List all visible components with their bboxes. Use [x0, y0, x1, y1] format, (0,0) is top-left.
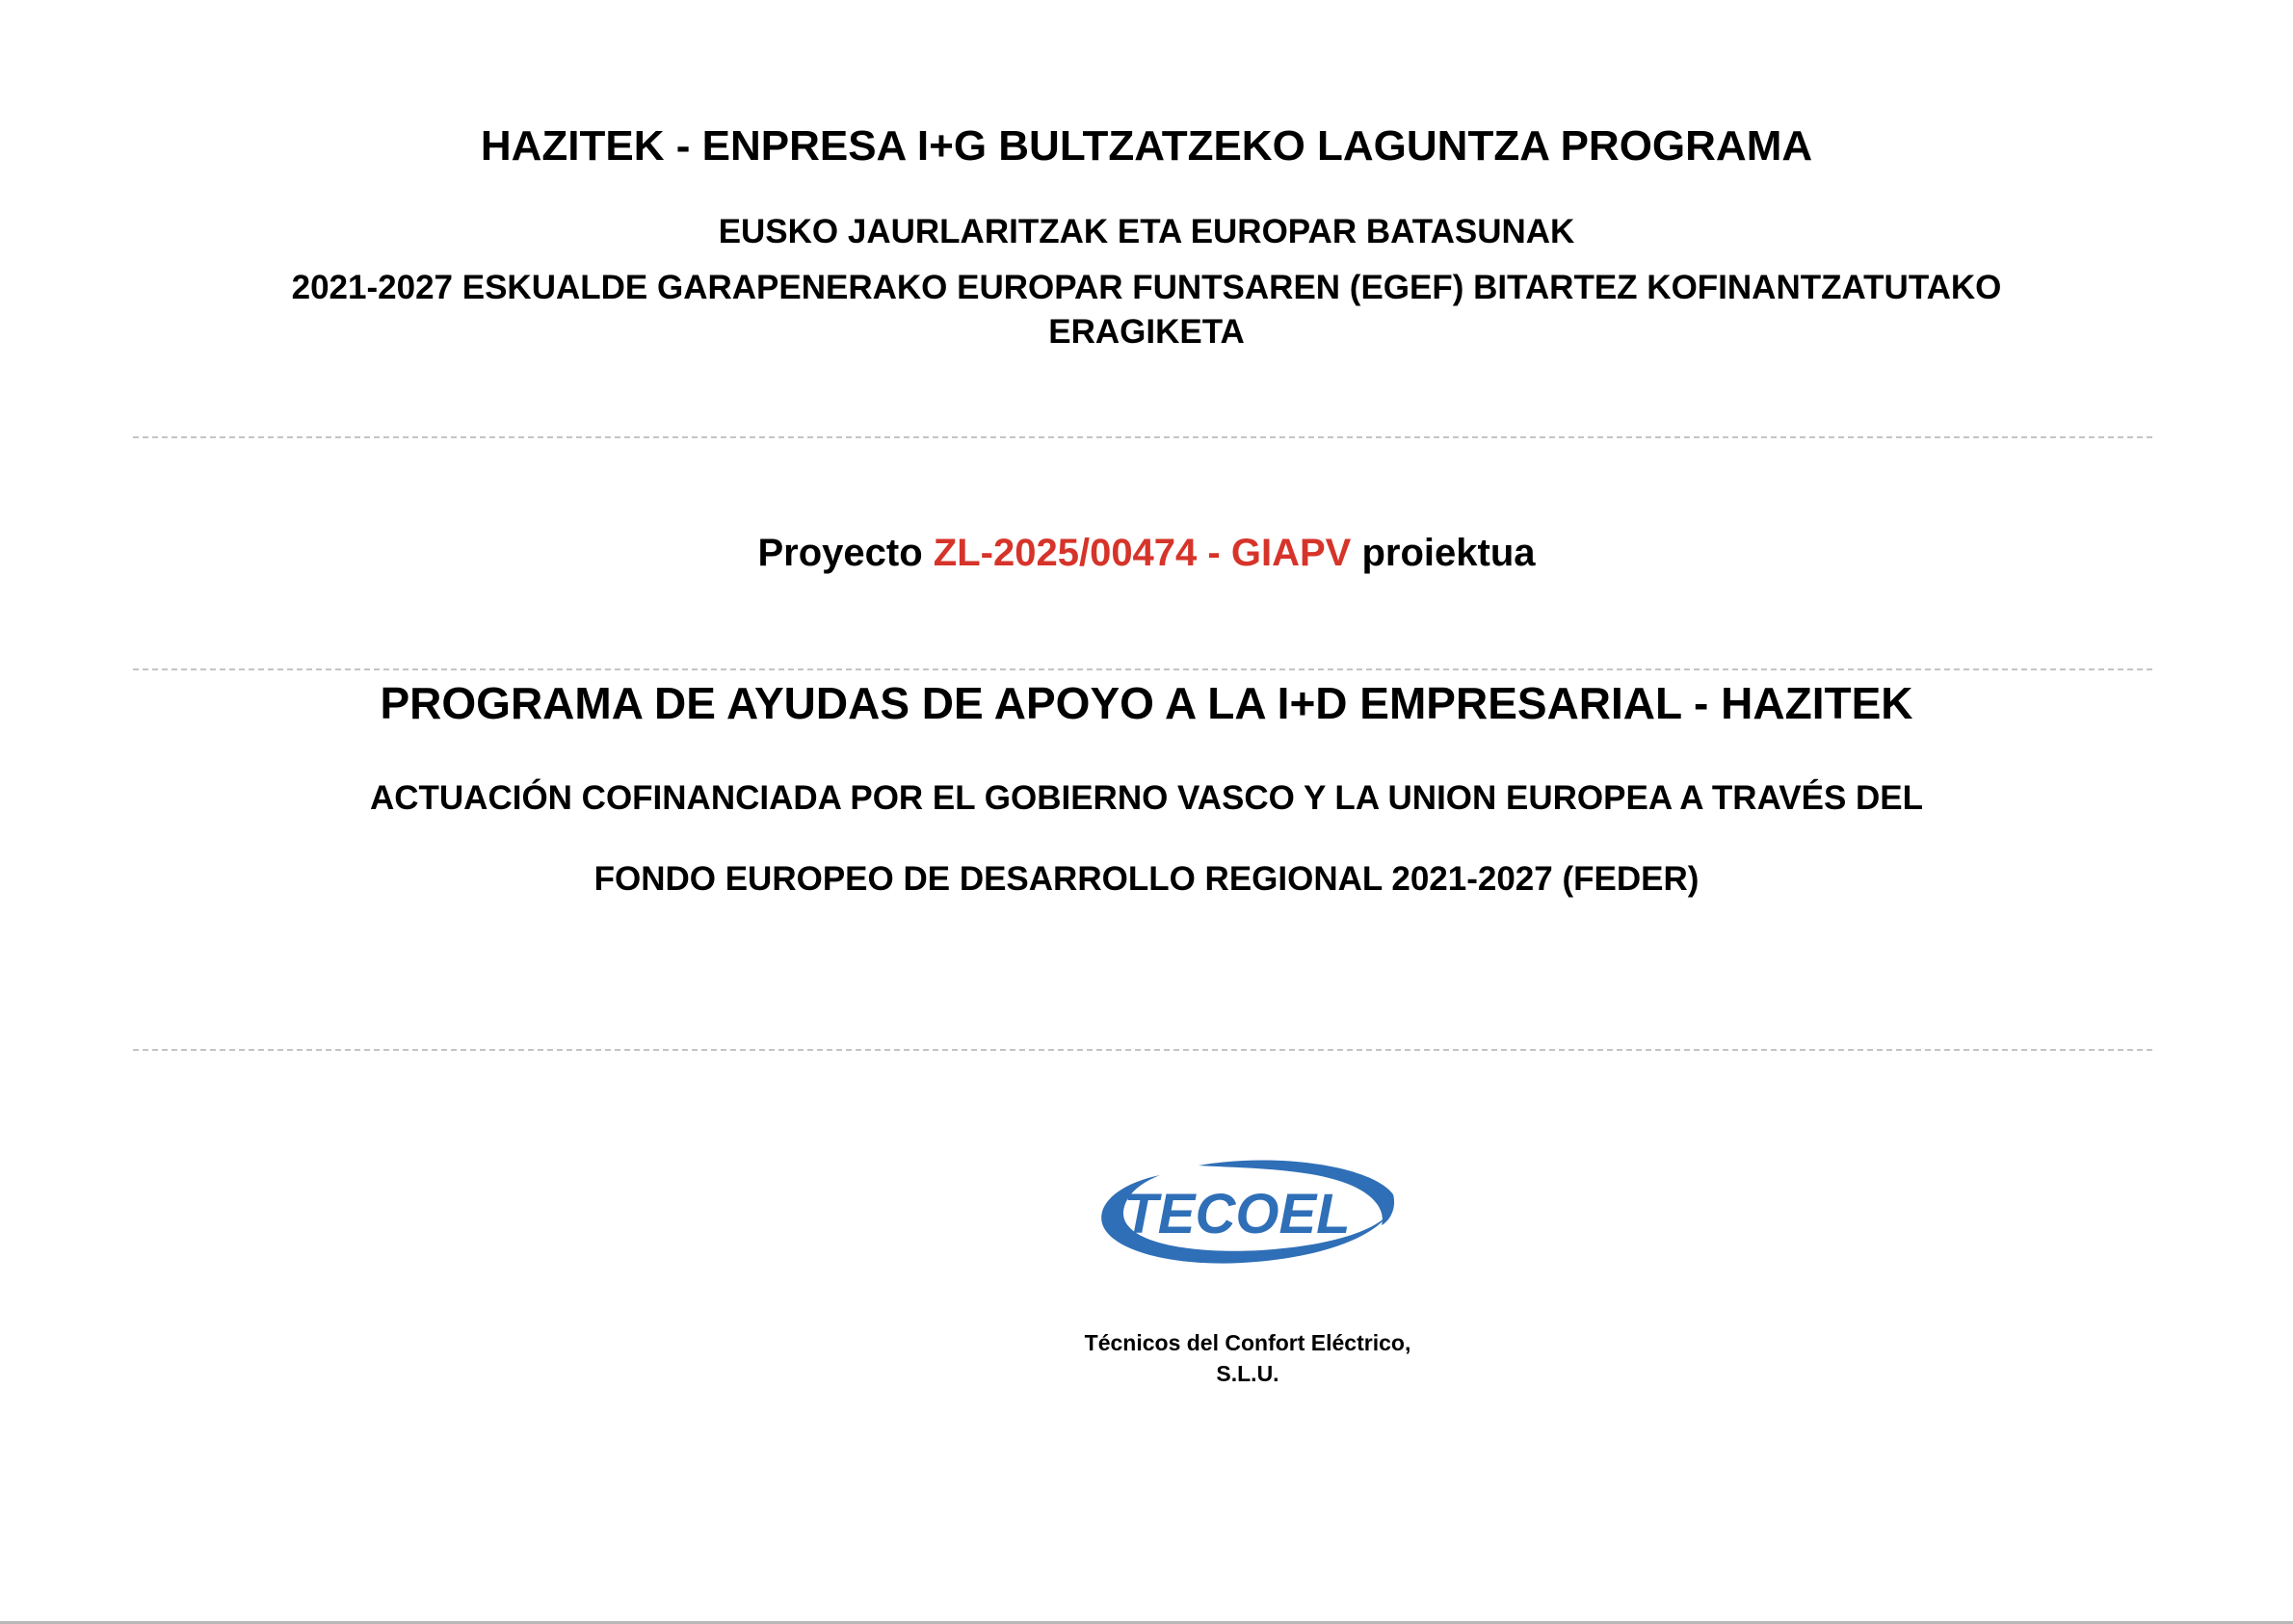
cofinancing-spanish-line2: FONDO EUROPEO DE DESARROLLO REGIONAL 2021-2027 (FEDER) — [593, 860, 1700, 898]
divider-bottom — [133, 1049, 2152, 1051]
company-name-line1: Técnicos del Confort Eléctrico, — [1084, 1330, 1411, 1355]
company-name — [1055, 1327, 1440, 1389]
logo-text: TECOEL — [1123, 1183, 1351, 1245]
cofinancing-basque: 2021-2027 ESKUALDE GARAPENERAKO EUROPAR FUNTSAREN (EGEF) BITARTEZ KOFINANTZATUTAKO ERAGIKETA — [291, 269, 2002, 351]
divider-middle — [133, 668, 2152, 670]
tecoel-logo — [1083, 1156, 1401, 1271]
project-suffix: proiektua — [1361, 532, 1536, 574]
project-code: ZL-2025/00474 - GIAPV — [933, 532, 1352, 574]
subtitle-basque: EUSKO JAURLARITZAK ETA EUROPAR BATASUNAK — [718, 213, 1575, 250]
project-prefix: Proyecto — [757, 532, 923, 574]
cofinancing-spanish-line1: ACTUACIÓN COFINANCIADA POR EL GOBIERNO VASCO Y LA UNION EUROPEA A TRAVÉS DEL — [369, 779, 1924, 817]
company-name-line2: S.L.U. — [1216, 1361, 1279, 1386]
divider-top — [133, 436, 2152, 438]
project-line — [0, 529, 2293, 577]
title-basque: HAZITEK - ENPRESA I+G BULTZATZEKO LAGUNTZA PROGRAMA — [480, 122, 1813, 170]
title-spanish: PROGRAMA DE AYUDAS DE APOYO A LA I+D EMPRESARIAL - HAZITEK — [380, 678, 1913, 728]
